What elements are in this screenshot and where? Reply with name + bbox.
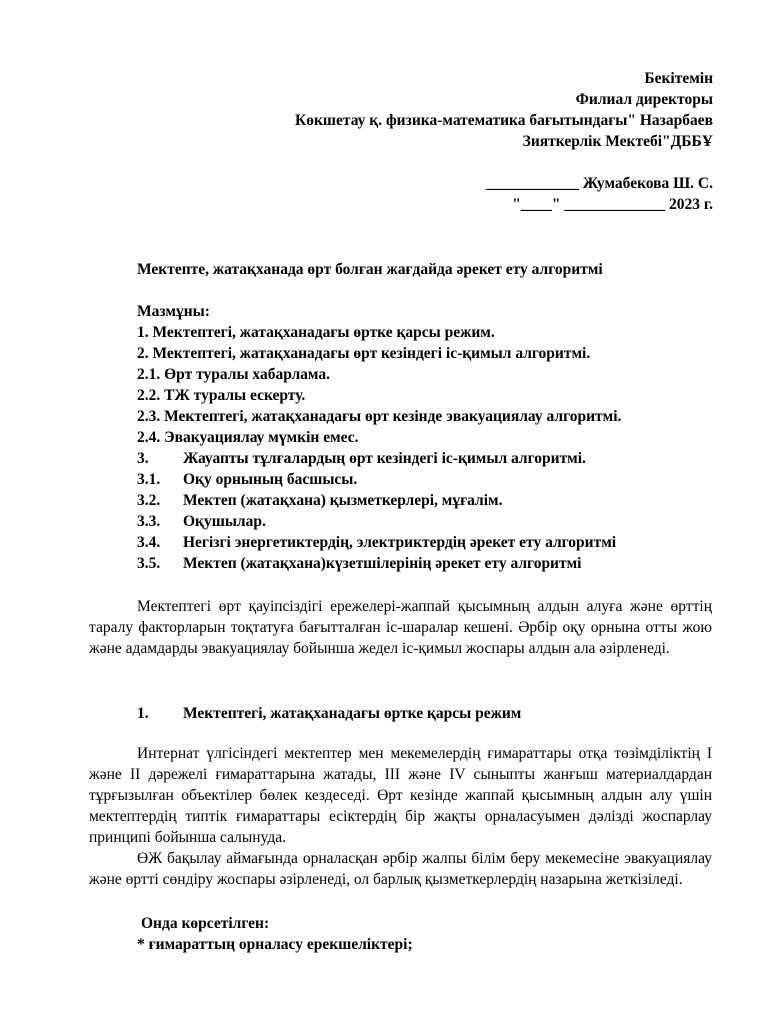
- toc-item: [137, 553, 727, 574]
- toc-item: [137, 448, 727, 469]
- approval-line: Көкшетау қ. физика-математика бағытындағы" Назарбаев: [295, 112, 713, 129]
- toc-item-text: 2.3. Мектептегі, жатақханадағы өрт кезінде эвакуациялау алгоритмі.: [137, 408, 622, 425]
- toc-heading: Мазмұны:: [137, 303, 210, 320]
- toc-item-text: Жауапты тұлғалардың өрт кезіндегі іс-қимыл алгоритмі.: [183, 450, 586, 467]
- toc-item: [137, 490, 727, 511]
- toc-item: [137, 343, 727, 364]
- signature-line: ____________ Жумабекова Ш. С.: [485, 175, 713, 192]
- bullet-item: * ғимараттың орналасу ерекшеліктері;: [137, 936, 413, 953]
- spacer: [153, 152, 713, 173]
- intro-paragraph: Мектептегі өрт қауіпсіздігі ережелері-жаппай қысымның алдын алуға және өрттің таралу факторларын тоқтатуға бағытталған іс-шаралар кешені. Әрбір оқу орнына отты жою және адамдарды эвакуациялау бойынша жедел іс-қимыл жоспары алдын ала әзірленеді.: [89, 598, 712, 657]
- toc-item: [137, 406, 727, 427]
- toc-item-text: Мектеп (жатақхана)күзетшілерінің әрекет ету алгоритмі: [183, 555, 582, 572]
- toc-item: [137, 469, 727, 490]
- body-paragraph: ӨЖ бақылау аймағында орналасқан әрбір жалпы білім беру мекемесіне эвакуациялау және өртті сөндіру жоспары әзірленеді, ол барлық қызметкерлердің назарына жеткізіледі.: [89, 850, 712, 888]
- toc-item-number: 3.1.: [137, 471, 161, 488]
- table-of-contents: [137, 301, 727, 574]
- toc-item-number: 3.: [137, 450, 149, 467]
- toc-item: [137, 511, 727, 532]
- section-heading: [137, 703, 521, 724]
- toc-item-number: 3.4.: [137, 534, 161, 551]
- toc-item: [137, 385, 727, 406]
- toc-item-text: 2.4. Эвакуациялау мүмкін емес.: [137, 429, 359, 446]
- approval-line: Филиал директоры: [575, 91, 713, 108]
- toc-item-number: 3.3.: [137, 513, 161, 530]
- section-title: Мектептегі, жатақханадағы өртке қарсы режим: [183, 705, 522, 722]
- section-number: 1.: [137, 705, 149, 722]
- toc-item: [137, 364, 727, 385]
- toc-item-text: Оқу орнының басшысы.: [183, 471, 358, 488]
- body-paragraph: Интернат үлгісіндегі мектептер мен мекемелердің ғимараттары отқа төзімділіктің I және II дәрежелі ғимараттарына жатады, III және IV сыныпты жанғыш материалдардан тұрғызылған объектілер бөлек кездеседі. Өрт кезінде жаппай қысымның алдын алу үшін мектептердің типтік ғимараттары есіктердің бір жақты орналасуымен дәлізді жоспарлау принципі бойынша салынуда.: [89, 745, 712, 846]
- toc-item: [137, 532, 727, 553]
- shown-label: Онда көрсетілген:: [141, 915, 270, 932]
- toc-item-text: 2.2. ТЖ туралы ескерту.: [137, 387, 306, 404]
- approval-line: Бекітемін: [644, 70, 713, 87]
- toc-item-number: 3.2.: [137, 492, 161, 509]
- document-title: Мектепте, жатақханада өрт болған жағдайда әрекет ету алгоритмі: [137, 261, 603, 278]
- toc-item-text: 2.1. Өрт туралы хабарлама.: [137, 366, 330, 383]
- approval-line: Зияткерлік Мектебі"ДББҰ: [522, 133, 713, 150]
- toc-item: [137, 322, 727, 343]
- toc-item-text: 1. Мектептегі, жатақханадағы өртке қарсы режим.: [137, 324, 495, 341]
- toc-item-text: Оқушылар.: [183, 513, 266, 530]
- approval-block: [153, 68, 713, 215]
- date-line: "____" _____________ 2023 г.: [512, 196, 713, 213]
- toc-item-number: 3.5.: [137, 555, 161, 572]
- toc-item: [137, 427, 727, 448]
- toc-item-text: 2. Мектептегі, жатақханадағы өрт кезіндегі іс-қимыл алгоритмі.: [137, 345, 591, 362]
- toc-item-text: Негізгі энергетиктердің, электриктердің әрекет ету алгоритмі: [183, 534, 617, 551]
- toc-item-text: Мектеп (жатақхана) қызметкерлері, мұғалім.: [183, 492, 503, 509]
